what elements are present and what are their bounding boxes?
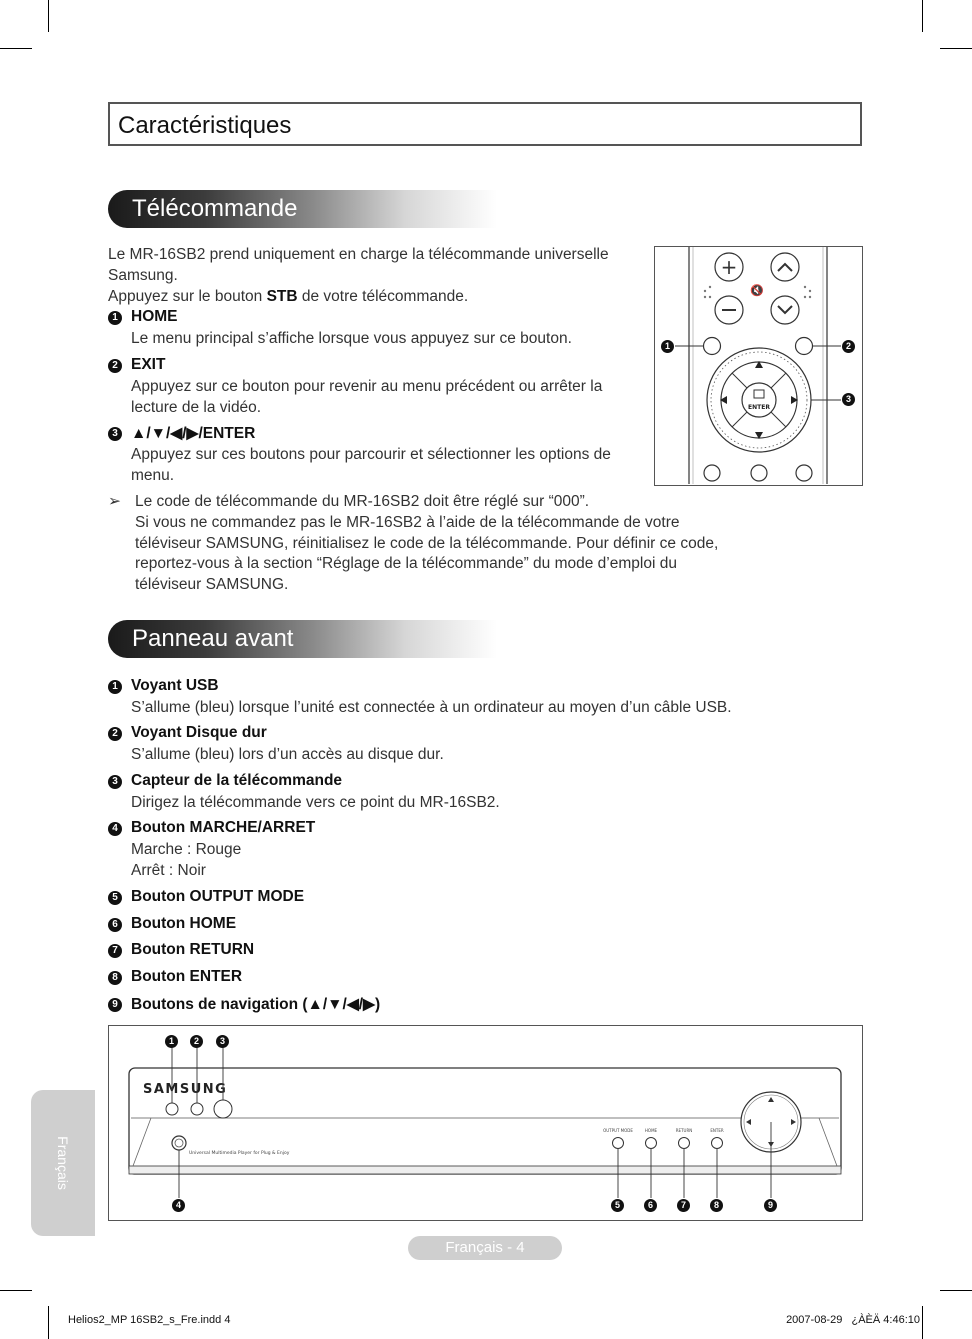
remote-illustration (655, 247, 861, 484)
front-item-return (108, 941, 768, 963)
intro-line (108, 287, 648, 308)
callout-number: 2 (190, 1035, 203, 1048)
item-text (131, 840, 771, 882)
crop-mark (0, 48, 32, 49)
remote-figure (654, 246, 863, 486)
item-heading: Bouton MARCHE/ARRET (131, 819, 316, 836)
button-label-home: HOME (644, 1128, 658, 1133)
crop-mark (48, 1306, 49, 1339)
callout-number: 3 (842, 393, 855, 406)
front-item-navigation (108, 995, 768, 1017)
callout-number: 4 (172, 1199, 185, 1212)
item-number: 1 (108, 680, 122, 694)
front-item-output-mode (108, 888, 768, 910)
front-item-enter (108, 968, 768, 990)
item-text-line: lecture de la vidéo. (131, 398, 262, 416)
item-number: 1 (108, 311, 122, 325)
page-title-box (108, 102, 862, 146)
callout-number: 3 (216, 1035, 229, 1048)
item-heading: Bouton RETURN (131, 941, 255, 958)
note-icon: ➢ (108, 493, 121, 510)
front-item-power (108, 819, 768, 883)
note-line: Si vous ne commandez pas le MR-16SB2 à l’aide de la télécommande de votre (135, 513, 680, 531)
item-heading: ▲/▼/◀/▶/ENTER (131, 425, 256, 442)
crop-mark (922, 0, 923, 32)
item-text: S’allume (bleu) lorsque l’unité est connectée à un ordinateur au moyen d’un câble USB. (131, 699, 732, 716)
crop-mark (48, 0, 49, 32)
button-label-enter: ENTER (710, 1128, 724, 1133)
front-panel-figure (108, 1025, 863, 1221)
item-number: 2 (108, 727, 122, 741)
item-text (131, 445, 651, 487)
note-line: reportez-vous à la section “Réglage de la télécommande” du mode d’emploi du (135, 555, 677, 573)
remote-note (135, 492, 775, 596)
item-heading: Bouton HOME (131, 915, 237, 932)
svg-text:🔇: 🔇 (750, 284, 764, 297)
front-item-home (108, 915, 768, 937)
front-item-sensor (108, 772, 768, 816)
intro-text: Appuyez sur le bouton (108, 287, 267, 305)
item-number: 6 (108, 918, 122, 932)
section-header-front-panel (108, 620, 648, 658)
item-heading: Bouton ENTER (131, 968, 243, 985)
slug-filename: Helios2_MP 16SB2_s_Fre.indd 4 (68, 1314, 231, 1326)
item-text-line: Arrêt : Noir (131, 861, 206, 879)
button-label-output-mode: OUTPUT MODE (603, 1128, 633, 1133)
language-tab (31, 1090, 95, 1236)
item-heading: Voyant Disque dur (131, 724, 267, 741)
item-number: 4 (108, 822, 122, 836)
intro-text: de votre télécommande. (297, 287, 469, 305)
item-number: 3 (108, 427, 122, 441)
item-number: 3 (108, 775, 122, 789)
note-line: Le code de télécommande du MR-16SB2 doit être réglé sur “000”. (135, 493, 590, 510)
item-heading: Boutons de navigation (▲/▼/◀/▶) (131, 996, 381, 1013)
callout-number: 1 (165, 1035, 178, 1048)
item-heading: EXIT (131, 356, 166, 373)
section-title-remote: Télécommande (132, 195, 298, 222)
front-item-hdd (108, 724, 768, 768)
item-heading: Voyant USB (131, 677, 219, 694)
front-item-usb (108, 677, 768, 721)
note-line: téléviseur SAMSUNG. (135, 576, 289, 594)
callout-number: 1 (661, 340, 674, 353)
stb-label: STB (266, 287, 298, 305)
item-text-line: menu. (131, 466, 175, 484)
intro-line: Le MR-16SB2 prend uniquement en charge la télécommande universelle (108, 246, 609, 263)
button-label-return: RETURN (675, 1128, 693, 1133)
item-number: 7 (108, 944, 122, 958)
section-title-front-panel: Panneau avant (132, 625, 294, 652)
crop-mark (922, 1306, 923, 1339)
note-line: téléviseur SAMSUNG, réinitialisez le code de la télécommande. Pour définir ce code, (135, 534, 719, 552)
callout-number: 7 (677, 1199, 690, 1212)
language-tab-label: Français (55, 1136, 71, 1190)
item-text: S’allume (bleu) lors d’un accès au disque dur. (131, 746, 444, 763)
front-panel-illustration (109, 1026, 861, 1219)
page-title: Caractéristiques (118, 112, 292, 139)
crop-mark (940, 1290, 972, 1291)
callout-number: 9 (764, 1199, 777, 1212)
front-tagline: Universal Multimedia Player for Plug & Enjoy (189, 1151, 290, 1156)
slug-timestamp: 2007-08-29 ¿ÀÈÄ 4:46:10 (786, 1314, 920, 1326)
item-heading: Bouton OUTPUT MODE (131, 888, 305, 905)
samsung-logo: SAMSUNG (143, 1082, 228, 1097)
item-number: 8 (108, 971, 122, 985)
item-number: 5 (108, 891, 122, 905)
section-header-remote (108, 190, 648, 228)
crop-mark (0, 1290, 32, 1291)
enter-label: ENTER (748, 404, 770, 411)
svg-text:+: + (720, 255, 738, 279)
item-text (131, 377, 651, 419)
item-text: Dirigez la télécommande vers ce point du MR-16SB2. (131, 794, 500, 811)
item-text: Le menu principal s’affiche lorsque vous appuyez sur ce bouton. (131, 330, 572, 347)
crop-mark (940, 48, 972, 49)
item-number: 9 (108, 998, 122, 1012)
item-heading: Capteur de la télécommande (131, 772, 343, 789)
callout-number: 5 (611, 1199, 624, 1212)
item-text-line: Appuyez sur ces boutons pour parcourir et sélectionner les options de (131, 446, 611, 463)
item-text-line: Appuyez sur ce bouton pour revenir au menu précédent ou arrêter la (131, 378, 603, 395)
intro-line: Samsung. (108, 266, 178, 284)
page-number: Français - 4 (408, 1236, 562, 1260)
remote-intro (108, 245, 648, 307)
item-number: 2 (108, 359, 122, 373)
callout-number: 8 (710, 1199, 723, 1212)
callout-number: 2 (842, 340, 855, 353)
item-heading: HOME (131, 308, 178, 325)
callout-number: 6 (644, 1199, 657, 1212)
item-text-line: Marche : Rouge (131, 841, 242, 858)
